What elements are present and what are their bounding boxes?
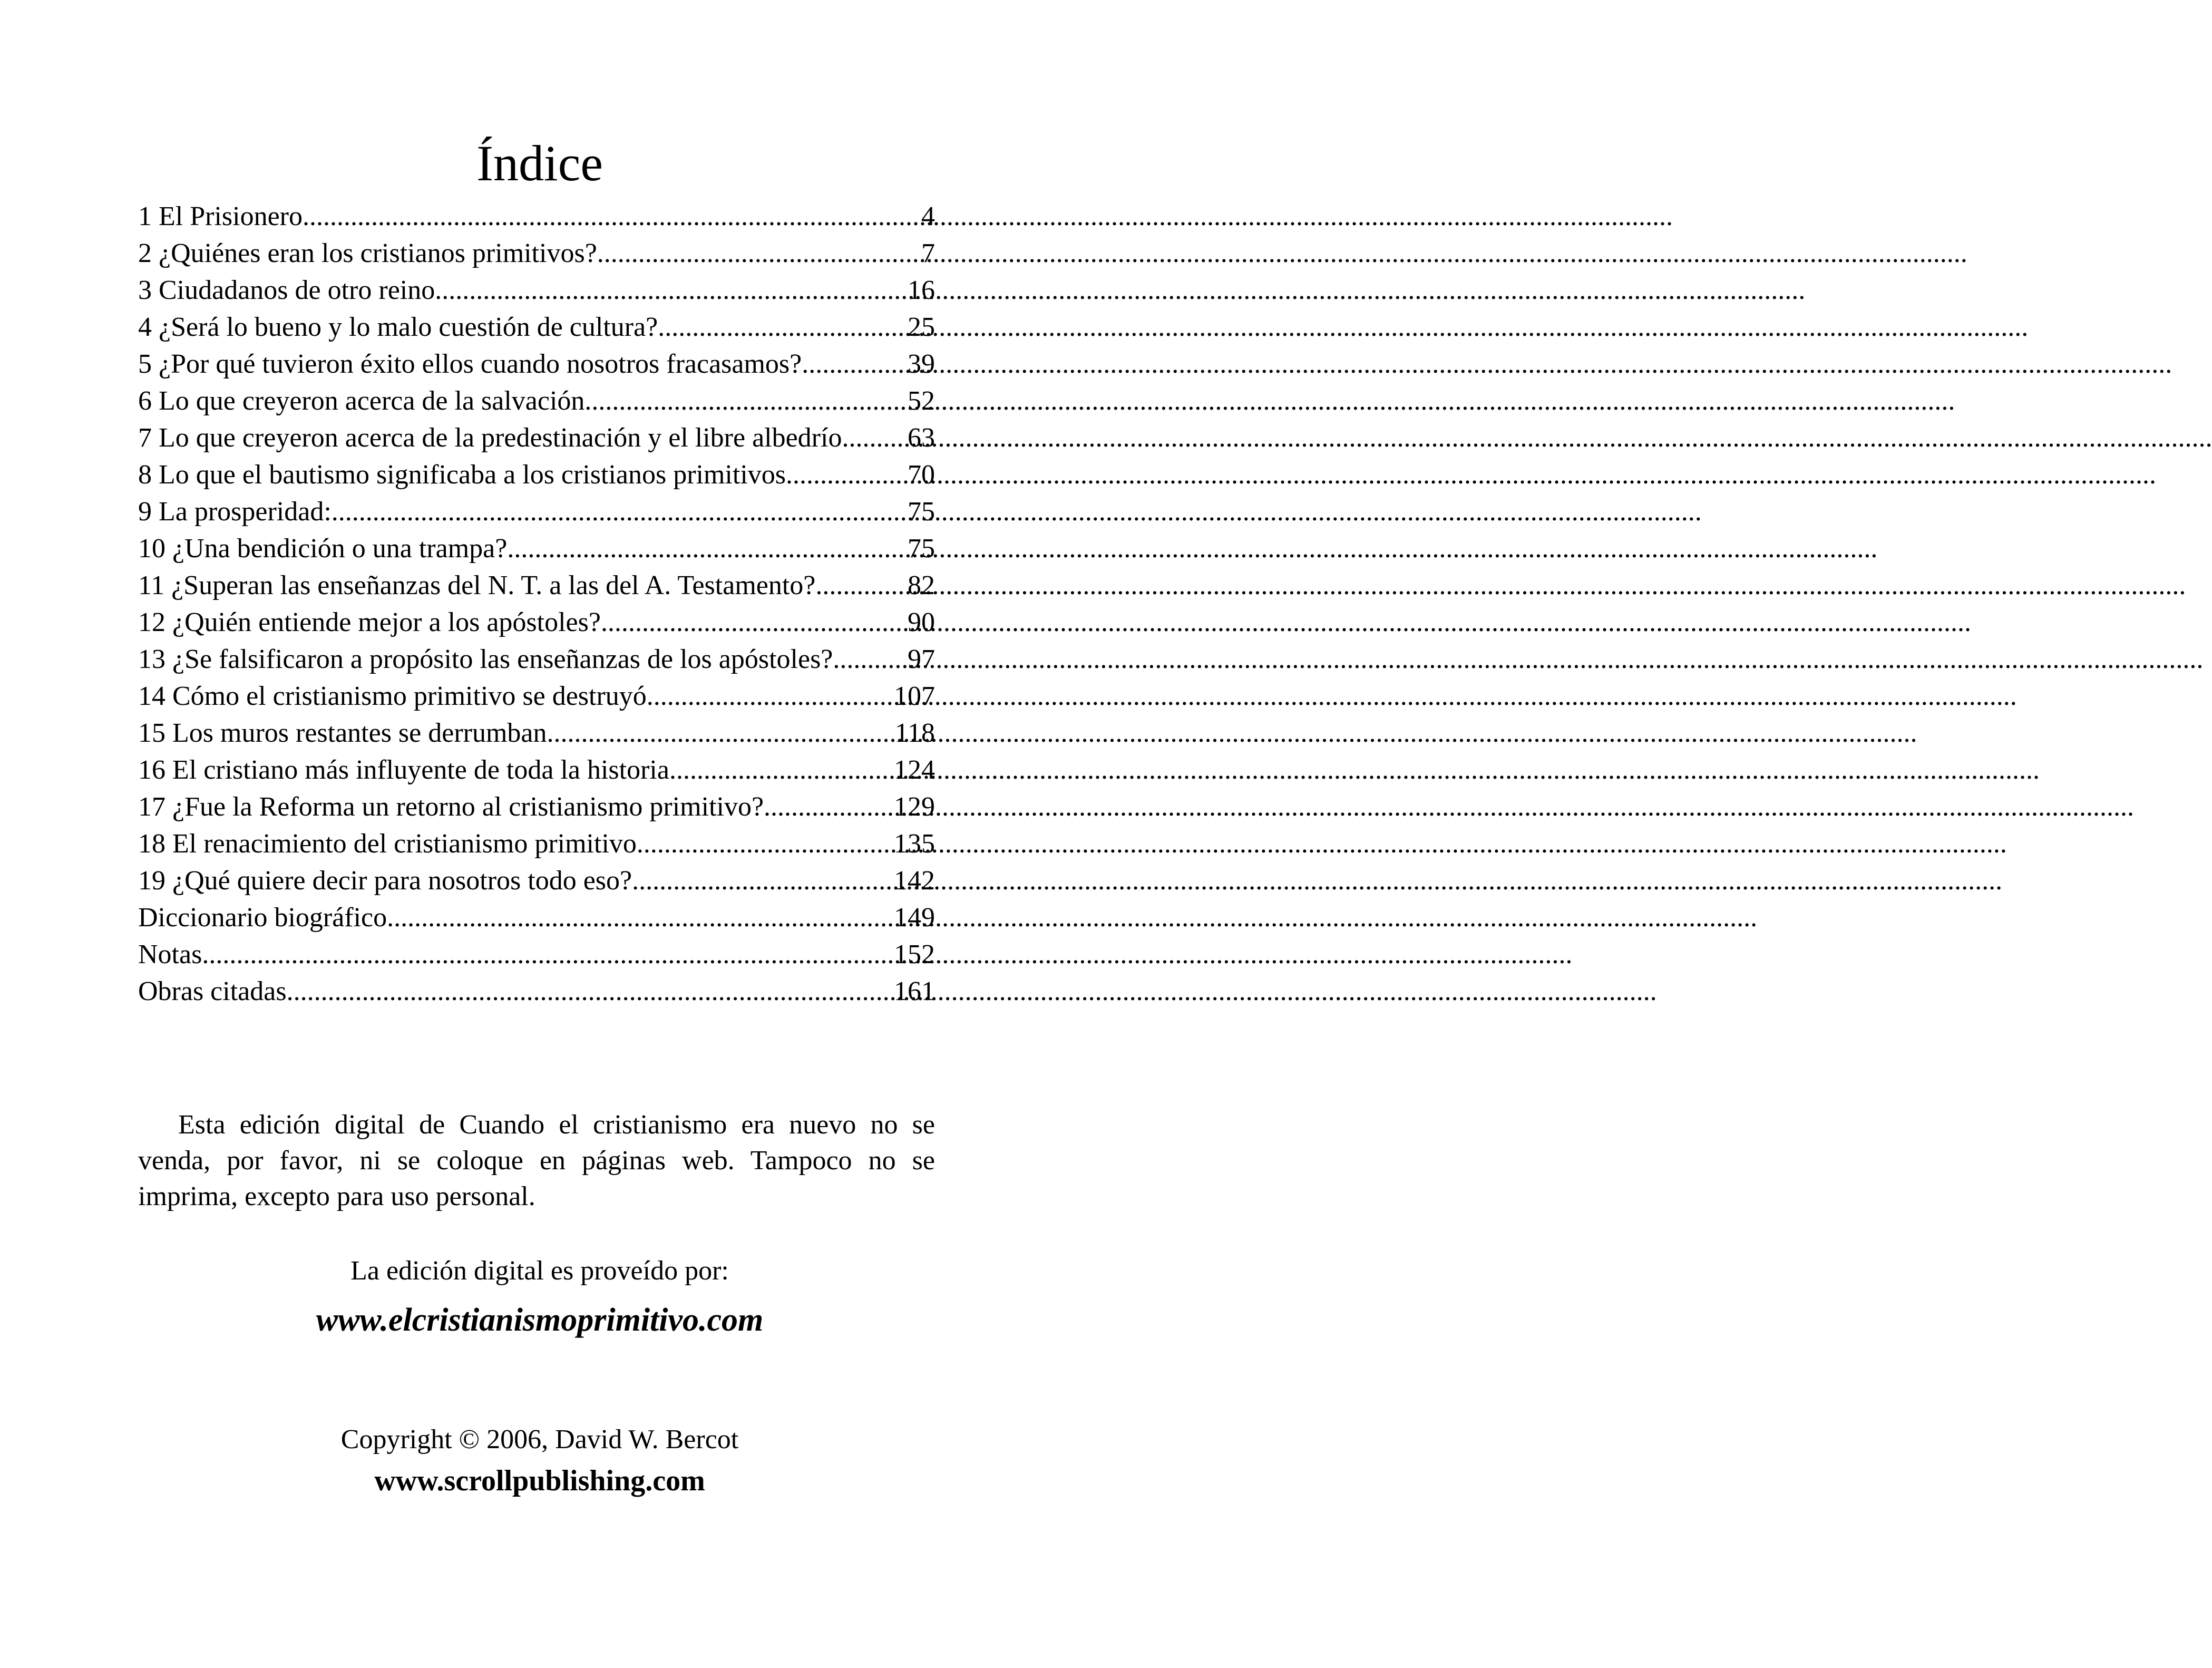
toc-entry-page: 75: [908, 534, 935, 564]
toc-entry: [138, 604, 935, 641]
toc-entry-page: 152: [894, 939, 935, 969]
toc-entry-title: 4 ¿Será lo bueno y lo malo cuestión de cultura?: [138, 312, 658, 342]
toc-entry: [138, 346, 935, 383]
toc-entry-page: 63: [908, 423, 935, 453]
toc-entry-page: 107: [894, 681, 935, 711]
toc-entry-title: 1 El Prisionero: [138, 201, 303, 231]
toc-entry-title: 9 La prosperidad:: [138, 497, 332, 527]
toc-entry-title: 6 Lo que creyeron acerca de la salvación: [138, 386, 585, 416]
toc-entry-title: 17 ¿Fue la Reforma un retorno al cristianismo primitivo?: [138, 792, 764, 822]
toc-entry: [138, 826, 935, 862]
distribution-notice: Esta edición digital de Cuando el cristianismo era nuevo no se venda, por favor, ni se coloque en páginas web. Tampoco no se imprima, excepto para uso personal.: [138, 1110, 935, 1211]
toc-entry: [138, 567, 935, 604]
toc-entry-title: 11 ¿Superan las enseñanzas del N. T. a las del A. Testamento?: [138, 570, 816, 600]
toc-entry-title: Diccionario biográfico: [138, 903, 387, 933]
toc-leader-dots: [658, 309, 903, 346]
toc-leader-dots: [507, 530, 903, 567]
toc-entry-page: 118: [894, 718, 935, 748]
toc-leader-dots: [303, 198, 917, 235]
table-of-contents: [138, 198, 935, 1010]
toc-entry-page: 52: [908, 386, 935, 416]
toc-entry-page: 16: [908, 275, 935, 305]
toc-leader-dots: [584, 383, 903, 420]
toc-entry-page: 124: [894, 755, 935, 785]
toc-entry: [138, 383, 935, 420]
toc-leader-dots: [435, 272, 903, 309]
toc-leader-dots: [764, 789, 890, 826]
toc-entry-title: 5 ¿Por qué tuvieron éxito ellos cuando nosotros fracasamos?: [138, 349, 802, 379]
provider-label: La edición digital es proveído por:: [350, 1256, 729, 1286]
toc-entry-page: 4: [921, 201, 935, 231]
toc-entry: [138, 309, 935, 346]
toc-leader-dots: [815, 567, 903, 604]
publisher-link[interactable]: www.scrollpublishing.com: [374, 1465, 705, 1497]
toc-entry-title: 13 ¿Se falsificaron a propósito las enseñanzas de los apóstoles?: [138, 644, 833, 674]
toc-entry-page: 25: [908, 312, 935, 342]
toc-entry: [138, 530, 935, 567]
toc-entry: [138, 420, 935, 457]
toc-entry: [138, 899, 935, 936]
toc-entry: [138, 641, 935, 678]
toc-entry: [138, 457, 935, 493]
toc-entry: [138, 493, 935, 530]
toc-entry-title: 16 El cristiano más influyente de toda la historia: [138, 755, 669, 785]
toc-entry-title: 3 Ciudadanos de otro reino: [138, 275, 435, 305]
toc-leader-dots: [669, 752, 890, 789]
toc-leader-dots: [287, 973, 890, 1010]
toc-entry-title: 10 ¿Una bendición o una trampa?: [138, 534, 508, 564]
toc-entry-title: 14 Cómo el cristianismo primitivo se destruyó: [138, 681, 647, 711]
toc-entry: [138, 198, 935, 235]
toc-entry-page: 70: [908, 460, 935, 490]
toc-leader-dots: [833, 641, 903, 678]
toc-entry: [138, 973, 935, 1010]
toc-leader-dots: [842, 420, 903, 457]
toc-leader-dots: [632, 862, 890, 899]
toc-entry-page: 39: [908, 349, 935, 379]
toc-entry-page: 7: [921, 238, 935, 268]
toc-entry-title: Obras citadas: [138, 976, 287, 1006]
toc-entry-page: 129: [894, 792, 935, 822]
provider-link[interactable]: www.elcristianismoprimitivo.com: [316, 1302, 764, 1338]
toc-leader-dots: [597, 235, 917, 272]
toc-entry: [138, 678, 935, 715]
toc-entry-page: 90: [908, 607, 935, 637]
toc-entry-title: 8 Lo que el bautismo significaba a los cristianos primitivos: [138, 460, 786, 490]
toc-entry-page: 161: [894, 976, 935, 1006]
toc-leader-dots: [332, 493, 903, 530]
toc-leader-dots: [647, 678, 890, 715]
page-title: Índice: [476, 135, 603, 191]
toc-entry-title: 19 ¿Qué quiere decir para nosotros todo eso?: [138, 866, 632, 896]
toc-entry-page: 82: [908, 570, 935, 600]
toc-leader-dots: [637, 826, 890, 862]
toc-leader-dots: [387, 899, 890, 936]
toc-entry-title: 15 Los muros restantes se derrumban: [138, 718, 547, 748]
toc-leader-dots: [601, 604, 903, 641]
toc-entry: [138, 752, 935, 789]
toc-entry-page: 149: [894, 903, 935, 933]
toc-entry: [138, 235, 935, 272]
toc-entry-page: 97: [908, 644, 935, 674]
toc-entry: [138, 936, 935, 973]
copyright-notice: Copyright © 2006, David W. Bercot: [340, 1424, 739, 1454]
toc-entry-title: 18 El renacimiento del cristianismo primitivo: [138, 829, 637, 859]
toc-entry-title: 2 ¿Quiénes eran los cristianos primitivos?: [138, 238, 597, 268]
toc-leader-dots: [202, 936, 890, 973]
toc-entry: [138, 715, 935, 752]
toc-entry: [138, 272, 935, 309]
toc-leader-dots: [802, 346, 903, 383]
toc-entry-page: 75: [908, 497, 935, 527]
toc-entry-title: 7 Lo que creyeron acerca de la predestinación y el libre albedrío: [138, 423, 842, 453]
toc-leader-dots: [786, 457, 903, 493]
toc-entry: [138, 862, 935, 899]
toc-entry-title: 12 ¿Quién entiende mejor a los apóstoles?: [138, 607, 601, 637]
toc-entry-page: 135: [894, 829, 935, 859]
toc-leader-dots: [547, 715, 890, 752]
toc-entry-title: Notas: [138, 939, 202, 969]
toc-entry-page: 142: [894, 866, 935, 896]
document-page: [0, 0, 1079, 1668]
toc-entry: [138, 789, 935, 826]
